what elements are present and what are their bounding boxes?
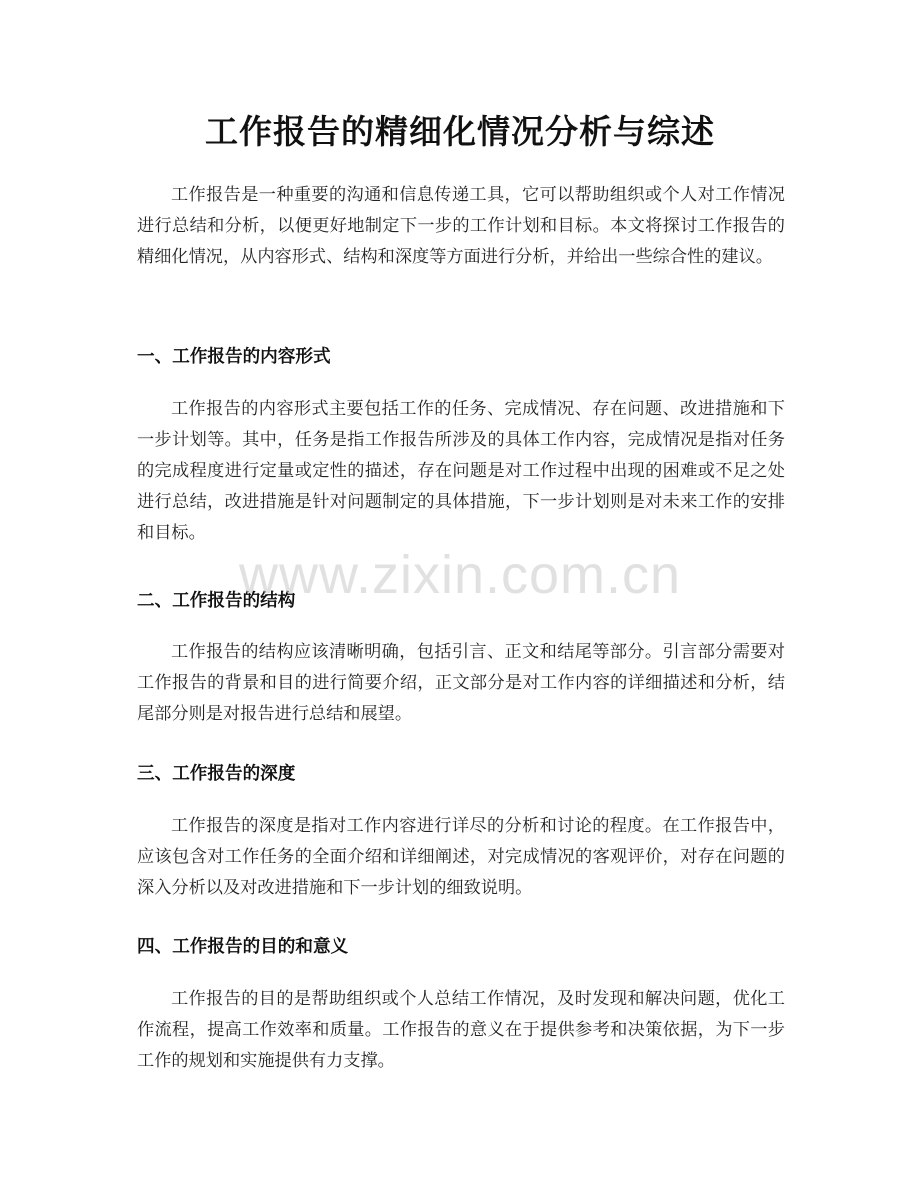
section-1-paragraph: 工作报告的内容形式主要包括工作的任务、完成情况、存在问题、改进措施和下一步计划等。其中，任务是指工作报告所涉及的具体工作内容，完成情况是指对任务的完成程度进行定量或定性的描述，存在问题是对工作过程中出现的困难或不足之处进行总结，改进措施是针对问题制定的具体措施，下一步计划则是对未来工作的安排和目标。	[137, 399, 785, 543]
intro-paragraph: 工作报告是一种重要的沟通和信息传递工具，它可以帮助组织或个人对工作情况进行总结和分析，以便更好地制定下一步的工作计划和目标。本文将探讨工作报告的精细化情况，从内容形式、结构和深度等方面进行分析，并给出一些综合性的建议。	[137, 185, 785, 267]
section-4-paragraph: 工作报告的目的是帮助组织或个人总结工作情况，及时发现和解决问题，优化工作流程，提高工作效率和质量。工作报告的意义在于提供参考和决策依据，为下一步工作的规划和实施提供有力支撑。	[137, 989, 785, 1071]
watermark: www.zixin.com.cn	[238, 545, 682, 605]
section-2-heading: 二、工作报告的结构	[137, 591, 296, 611]
section-3-heading: 三、工作报告的深度	[137, 764, 296, 784]
section-4-heading: 四、工作报告的目的和意义	[137, 937, 349, 957]
document-title: 工作报告的精细化情况分析与综述	[205, 112, 715, 151]
section-2-paragraph: 工作报告的结构应该清晰明确，包括引言、正文和结尾等部分。引言部分需要对工作报告的背景和目的进行简要介绍，正文部分是对工作内容的详细描述和分析，结尾部分则是对报告进行总结和展望。	[137, 642, 785, 724]
section-3-paragraph: 工作报告的深度是指对工作内容进行详尽的分析和讨论的程度。在工作报告中，应该包含对工作任务的全面介绍和详细阐述，对完成情况的客观评价，对存在问题的深入分析以及对改进措施和下一步计划的细致说明。	[137, 816, 785, 898]
section-1-heading: 一、工作报告的内容形式	[137, 347, 331, 367]
